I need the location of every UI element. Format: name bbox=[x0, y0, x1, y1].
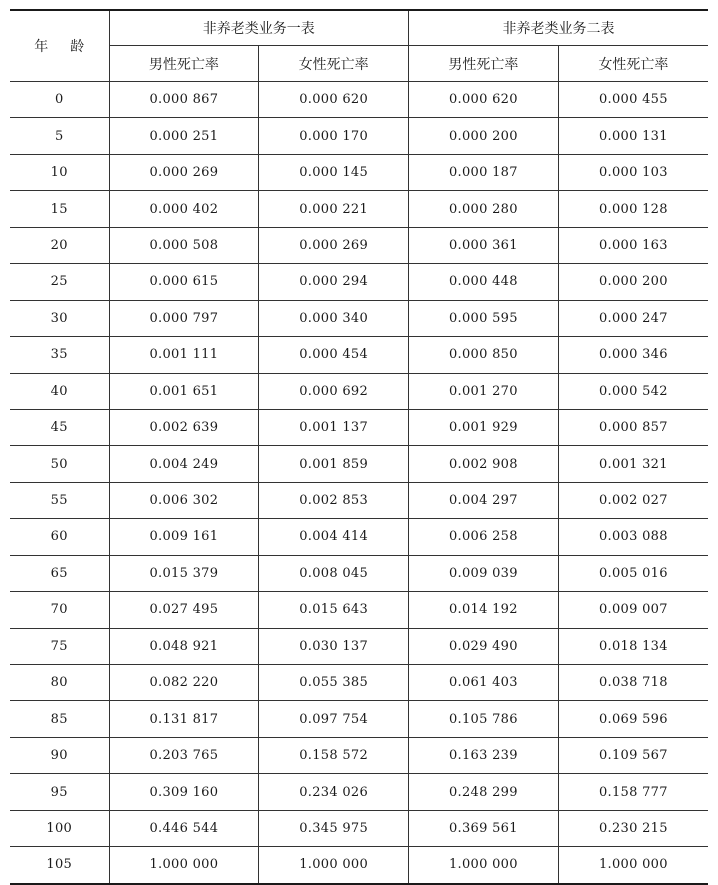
t2-male-cell: 0.002 908 bbox=[409, 446, 559, 482]
t2-female-cell: 0.069 596 bbox=[558, 701, 708, 737]
t2-female-cell: 0.000 542 bbox=[558, 373, 708, 409]
table-row bbox=[10, 628, 708, 664]
table-row bbox=[10, 227, 708, 263]
age-cell: 35 bbox=[10, 337, 109, 373]
age-cell: 50 bbox=[10, 446, 109, 482]
age-cell: 15 bbox=[10, 191, 109, 227]
t2-male-cell: 0.000 850 bbox=[409, 337, 559, 373]
t2-male-cell: 0.000 200 bbox=[409, 118, 559, 154]
t1-female-cell: 0.000 145 bbox=[259, 154, 409, 190]
age-cell: 60 bbox=[10, 519, 109, 555]
t1-female-cell: 0.158 572 bbox=[259, 737, 409, 773]
t2-female-cell: 0.158 777 bbox=[558, 774, 708, 810]
t2-female-cell: 0.000 346 bbox=[558, 337, 708, 373]
age-cell: 95 bbox=[10, 774, 109, 810]
t1-female-cell: 0.000 692 bbox=[259, 373, 409, 409]
t2-female-cell: 0.000 200 bbox=[558, 264, 708, 300]
t2-female-cell: 0.038 718 bbox=[558, 665, 708, 701]
age-cell: 30 bbox=[10, 300, 109, 336]
t1-male-cell: 0.000 867 bbox=[109, 82, 259, 118]
t2-male-cell: 0.001 929 bbox=[409, 409, 559, 445]
age-cell: 10 bbox=[10, 154, 109, 190]
table-row bbox=[10, 446, 708, 482]
t2-female-cell: 0.000 103 bbox=[558, 154, 708, 190]
t2-female-cell: 0.005 016 bbox=[558, 555, 708, 591]
t1-female-cell: 1.000 000 bbox=[259, 847, 409, 884]
t2-male-cell: 0.061 403 bbox=[409, 665, 559, 701]
t2-male-cell: 0.004 297 bbox=[409, 482, 559, 518]
t1-male-cell: 0.309 160 bbox=[109, 774, 259, 810]
table-row bbox=[10, 337, 708, 373]
table-row bbox=[10, 701, 708, 737]
t1-female-cell: 0.008 045 bbox=[259, 555, 409, 591]
t2-male-cell: 0.014 192 bbox=[409, 592, 559, 628]
table-row bbox=[10, 665, 708, 701]
t1-male-cell: 0.000 269 bbox=[109, 154, 259, 190]
t1-female-cell: 0.001 859 bbox=[259, 446, 409, 482]
t2-female-cell: 0.000 857 bbox=[558, 409, 708, 445]
t2-female-cell: 0.230 215 bbox=[558, 810, 708, 846]
age-cell: 85 bbox=[10, 701, 109, 737]
t2-male-cell: 0.000 280 bbox=[409, 191, 559, 227]
table-body bbox=[10, 82, 708, 884]
t1-female-cell: 0.000 340 bbox=[259, 300, 409, 336]
t1-female-cell: 0.345 975 bbox=[259, 810, 409, 846]
age-cell: 100 bbox=[10, 810, 109, 846]
table-row bbox=[10, 555, 708, 591]
t1-female-cell: 0.004 414 bbox=[259, 519, 409, 555]
t2-male-cell: 0.001 270 bbox=[409, 373, 559, 409]
t1-male-header: 男性死亡率 bbox=[109, 46, 259, 82]
t2-female-cell: 0.000 128 bbox=[558, 191, 708, 227]
table-row bbox=[10, 373, 708, 409]
table-row bbox=[10, 774, 708, 810]
t1-female-cell: 0.000 269 bbox=[259, 227, 409, 263]
t1-male-cell: 0.001 651 bbox=[109, 373, 259, 409]
age-cell: 45 bbox=[10, 409, 109, 445]
t2-male-header: 男性死亡率 bbox=[409, 46, 559, 82]
t2-female-cell: 0.009 007 bbox=[558, 592, 708, 628]
t2-female-cell: 0.018 134 bbox=[558, 628, 708, 664]
t2-female-header: 女性死亡率 bbox=[558, 46, 708, 82]
t2-female-cell: 1.000 000 bbox=[558, 847, 708, 884]
table-row bbox=[10, 154, 708, 190]
age-cell: 65 bbox=[10, 555, 109, 591]
age-cell: 20 bbox=[10, 227, 109, 263]
t1-male-cell: 0.000 251 bbox=[109, 118, 259, 154]
t2-male-cell: 0.000 448 bbox=[409, 264, 559, 300]
table-row bbox=[10, 82, 708, 118]
t1-female-cell: 0.015 643 bbox=[259, 592, 409, 628]
age-cell: 25 bbox=[10, 264, 109, 300]
t1-female-cell: 0.000 221 bbox=[259, 191, 409, 227]
table-row bbox=[10, 409, 708, 445]
t1-female-cell: 0.234 026 bbox=[259, 774, 409, 810]
t1-male-cell: 0.009 161 bbox=[109, 519, 259, 555]
age-header-char-2: 龄 bbox=[70, 39, 85, 55]
t1-male-cell: 0.004 249 bbox=[109, 446, 259, 482]
t1-male-cell: 0.131 817 bbox=[109, 701, 259, 737]
group-header-table-1: 非养老类业务一表 bbox=[109, 10, 409, 46]
t1-male-cell: 0.203 765 bbox=[109, 737, 259, 773]
t2-male-cell: 0.105 786 bbox=[409, 701, 559, 737]
t1-male-cell: 0.000 797 bbox=[109, 300, 259, 336]
t1-female-cell: 0.000 294 bbox=[259, 264, 409, 300]
t1-male-cell: 0.015 379 bbox=[109, 555, 259, 591]
t2-male-cell: 0.029 490 bbox=[409, 628, 559, 664]
table-row bbox=[10, 810, 708, 846]
t1-female-cell: 0.000 454 bbox=[259, 337, 409, 373]
t2-male-cell: 0.248 299 bbox=[409, 774, 559, 810]
age-cell: 75 bbox=[10, 628, 109, 664]
t2-female-cell: 0.000 247 bbox=[558, 300, 708, 336]
age-cell: 55 bbox=[10, 482, 109, 518]
t1-female-cell: 0.055 385 bbox=[259, 665, 409, 701]
age-cell: 5 bbox=[10, 118, 109, 154]
age-cell: 40 bbox=[10, 373, 109, 409]
t1-male-cell: 0.000 402 bbox=[109, 191, 259, 227]
age-column-header bbox=[10, 10, 109, 82]
table-row bbox=[10, 592, 708, 628]
t1-female-header: 女性死亡率 bbox=[259, 46, 409, 82]
table-row bbox=[10, 737, 708, 773]
table-row bbox=[10, 847, 708, 884]
t1-male-cell: 1.000 000 bbox=[109, 847, 259, 884]
t2-male-cell: 0.000 620 bbox=[409, 82, 559, 118]
t1-male-cell: 0.446 544 bbox=[109, 810, 259, 846]
table-row bbox=[10, 264, 708, 300]
t1-male-cell: 0.002 639 bbox=[109, 409, 259, 445]
t1-male-cell: 0.027 495 bbox=[109, 592, 259, 628]
t2-male-cell: 0.000 361 bbox=[409, 227, 559, 263]
age-cell: 105 bbox=[10, 847, 109, 884]
table-row bbox=[10, 519, 708, 555]
t2-female-cell: 0.000 131 bbox=[558, 118, 708, 154]
mortality-table bbox=[10, 9, 708, 885]
t1-female-cell: 0.002 853 bbox=[259, 482, 409, 518]
t1-male-cell: 0.006 302 bbox=[109, 482, 259, 518]
t2-female-cell: 0.001 321 bbox=[558, 446, 708, 482]
t2-female-cell: 0.000 163 bbox=[558, 227, 708, 263]
group-header-table-2: 非养老类业务二表 bbox=[409, 10, 709, 46]
t2-female-cell: 0.109 567 bbox=[558, 737, 708, 773]
t2-male-cell: 0.009 039 bbox=[409, 555, 559, 591]
t2-male-cell: 0.369 561 bbox=[409, 810, 559, 846]
t1-male-cell: 0.048 921 bbox=[109, 628, 259, 664]
t1-female-cell: 0.000 170 bbox=[259, 118, 409, 154]
t2-male-cell: 1.000 000 bbox=[409, 847, 559, 884]
t1-male-cell: 0.082 220 bbox=[109, 665, 259, 701]
t1-female-cell: 0.097 754 bbox=[259, 701, 409, 737]
t1-male-cell: 0.000 615 bbox=[109, 264, 259, 300]
t1-male-cell: 0.001 111 bbox=[109, 337, 259, 373]
t2-male-cell: 0.006 258 bbox=[409, 519, 559, 555]
t2-female-cell: 0.000 455 bbox=[558, 82, 708, 118]
t1-female-cell: 0.000 620 bbox=[259, 82, 409, 118]
table-header bbox=[10, 10, 708, 82]
age-cell: 70 bbox=[10, 592, 109, 628]
t2-female-cell: 0.003 088 bbox=[558, 519, 708, 555]
t2-male-cell: 0.000 595 bbox=[409, 300, 559, 336]
age-cell: 0 bbox=[10, 82, 109, 118]
t2-male-cell: 0.000 187 bbox=[409, 154, 559, 190]
t2-male-cell: 0.163 239 bbox=[409, 737, 559, 773]
t2-female-cell: 0.002 027 bbox=[558, 482, 708, 518]
table-row bbox=[10, 191, 708, 227]
table-row bbox=[10, 118, 708, 154]
t1-female-cell: 0.001 137 bbox=[259, 409, 409, 445]
table-row bbox=[10, 300, 708, 336]
age-header-char-1: 年 bbox=[34, 39, 49, 55]
t1-male-cell: 0.000 508 bbox=[109, 227, 259, 263]
t1-female-cell: 0.030 137 bbox=[259, 628, 409, 664]
age-cell: 90 bbox=[10, 737, 109, 773]
age-cell: 80 bbox=[10, 665, 109, 701]
table-row bbox=[10, 482, 708, 518]
